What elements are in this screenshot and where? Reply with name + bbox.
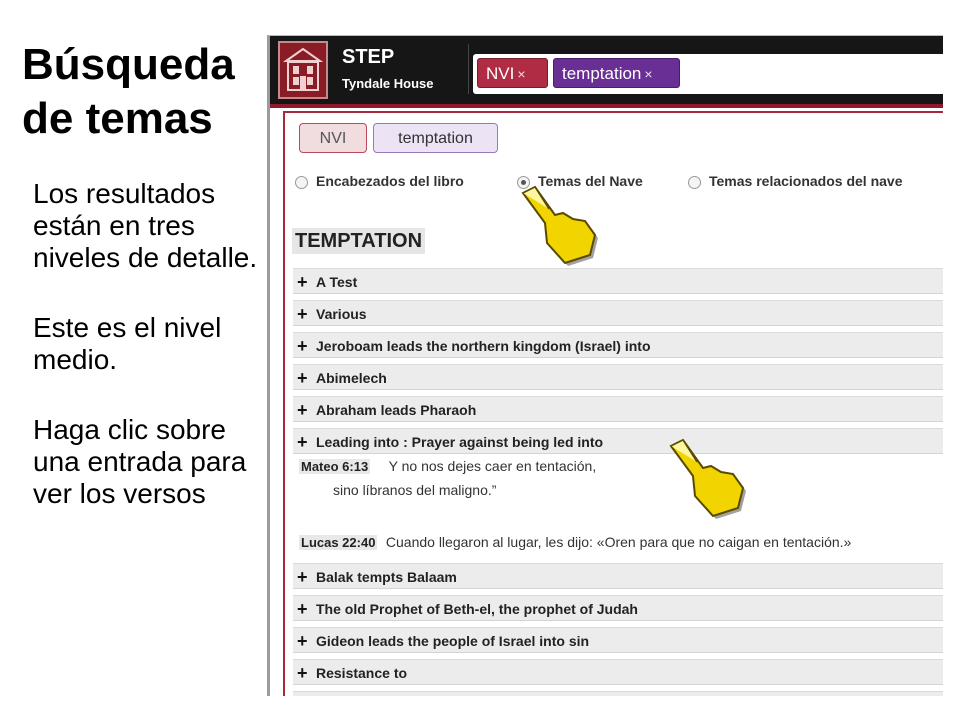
tyndale-house-logo-icon[interactable]	[278, 41, 328, 99]
topic-entry[interactable]	[293, 396, 943, 422]
app-window	[267, 35, 943, 696]
verse-text-continued: sino líbranos del maligno.”	[333, 482, 497, 498]
search-tag-nvi[interactable]	[477, 58, 548, 88]
slide-title: Búsqueda de temas	[22, 40, 235, 143]
entry-label: Leading into : Prayer against being led into	[316, 434, 604, 450]
verse-lucas	[299, 531, 851, 554]
search-input[interactable]	[473, 54, 943, 94]
radio-label: Encabezados del libro	[316, 173, 464, 189]
pointing-hand-icon	[515, 183, 605, 273]
search-tag-label: NVI	[486, 64, 515, 83]
radio-label: Temas del Nave	[538, 173, 643, 189]
bullet-3: Haga clic sobre una entrada para ver los versos	[33, 414, 247, 509]
topic-entry[interactable]	[293, 627, 943, 653]
radio-circle[interactable]	[688, 176, 701, 189]
verse-mateo	[299, 455, 596, 478]
topic-entry[interactable]	[293, 364, 943, 390]
expand-plus-icon[interactable]: +	[297, 631, 308, 651]
topic-entry[interactable]	[293, 659, 943, 685]
expand-plus-icon[interactable]: +	[297, 567, 308, 587]
close-icon[interactable]: ×	[644, 66, 653, 82]
entry-label: Resistance to	[316, 665, 408, 681]
expand-plus-icon[interactable]: +	[297, 304, 308, 324]
topic-entry-partial[interactable]	[293, 691, 943, 696]
brand-title: STEP	[342, 46, 395, 68]
expand-plus-icon[interactable]: +	[297, 368, 308, 388]
bullet-2: Este es el nivel medio.	[33, 312, 222, 375]
topic-heading: TEMPTATION	[292, 228, 425, 254]
entry-label: Various	[316, 306, 367, 322]
header-divider	[468, 44, 469, 94]
radio-circle[interactable]	[295, 176, 308, 189]
results-panel	[283, 111, 943, 696]
filter-pill-temptation[interactable]: temptation	[373, 123, 498, 153]
verse-text: Cuando llegaron al lugar, les dijo: «Oren para que no caigan en tentación.»	[385, 534, 852, 550]
topic-entry[interactable]	[293, 300, 943, 326]
entry-label: Gideon leads the people of Israel into sin	[316, 633, 590, 649]
brand-subtitle: Tyndale House	[342, 76, 434, 91]
verse-text: Y no nos dejes caer en tentación,	[388, 458, 597, 474]
expand-plus-icon[interactable]: +	[297, 663, 308, 683]
radio-label: Temas relacionados del nave	[709, 173, 903, 189]
expand-plus-icon[interactable]: +	[297, 336, 308, 356]
entry-label: Jeroboam leads the northern kingdom (Israel) into	[316, 338, 651, 354]
entry-label: A Test	[316, 274, 358, 290]
app-header	[270, 36, 943, 108]
expand-plus-icon[interactable]: +	[297, 599, 308, 619]
search-tag-temptation[interactable]	[553, 58, 680, 88]
entry-label: Abimelech	[316, 370, 387, 386]
slide-bullets	[33, 178, 263, 548]
filter-pill-nvi[interactable]: NVI	[299, 123, 367, 153]
entry-label: The old Prophet of Beth-el, the prophet of Judah	[316, 601, 638, 617]
verse-reference[interactable]: Mateo 6:13	[301, 459, 369, 474]
topic-entry-expanded[interactable]	[293, 428, 943, 454]
expand-plus-icon[interactable]: +	[297, 272, 308, 292]
close-icon[interactable]: ×	[517, 66, 526, 82]
expand-plus-icon[interactable]: +	[297, 432, 308, 452]
entry-label: Balak tempts Balaam	[316, 569, 457, 585]
search-tag-label: temptation	[562, 64, 642, 83]
topic-entry[interactable]	[293, 563, 943, 589]
result-level-options	[291, 173, 941, 197]
topic-entry[interactable]	[293, 332, 943, 358]
bullet-1: Los resultados están en tres niveles de detalle.	[33, 178, 258, 273]
topic-entry[interactable]	[293, 268, 943, 294]
pointing-hand-icon	[663, 436, 753, 526]
entry-label: Abraham leads Pharaoh	[316, 402, 477, 418]
topic-entry[interactable]	[293, 595, 943, 621]
expand-plus-icon[interactable]: +	[297, 400, 308, 420]
verse-reference[interactable]: Lucas 22:40	[301, 535, 376, 550]
